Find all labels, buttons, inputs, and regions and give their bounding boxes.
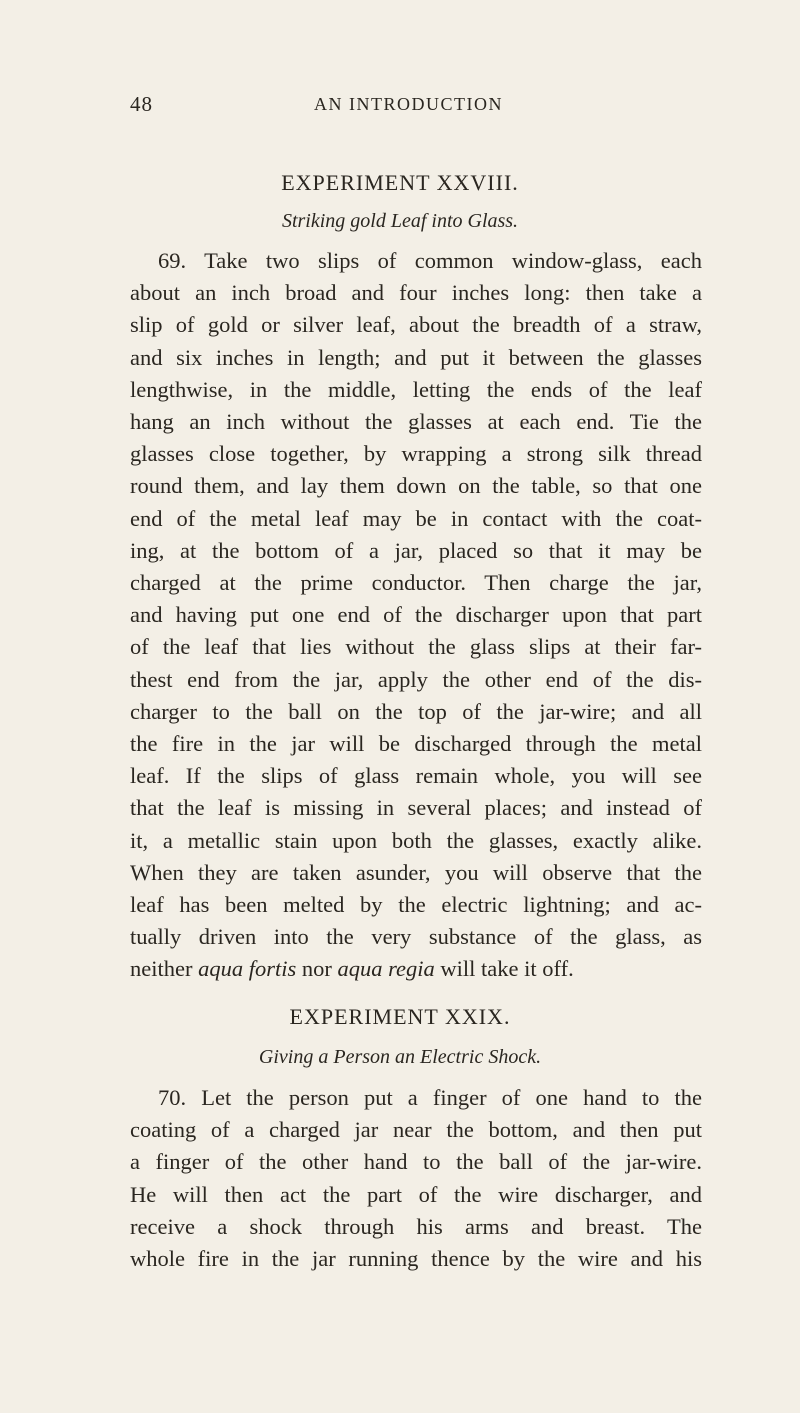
paragraph-line: charger to the ball on the top of the jar-wire; and all [130, 698, 702, 724]
paragraph-line: thest end from the jar, apply the other end of the dis- [130, 666, 702, 692]
experiment-29-paragraph [130, 1082, 702, 1275]
paragraph-line: glasses close together, by wrapping a strong silk thread [130, 441, 702, 467]
paragraph-line: 70. Let the person put a finger of one hand to the [158, 1085, 702, 1110]
paragraph-line: 69. Take two slips of common window-glass, each [158, 248, 702, 273]
paragraph-line: lengthwise, in the middle, letting the ends of the leaf [130, 376, 702, 402]
paragraph-line: receive a shock through his arms and breast. The [130, 1213, 702, 1239]
text-fragment: will take it off. [434, 956, 574, 982]
running-head: AN INTRODUCTION [314, 94, 503, 114]
experiment-28-title: EXPERIMENT XXVIII. [281, 170, 519, 195]
paragraph-line: hang an inch without the glasses at each end. Tie the [130, 409, 702, 435]
paragraph-line: round them, and lay them down on the table, so that one [130, 473, 702, 499]
experiment-28-subtitle: Striking gold Leaf into Glass. [281, 210, 519, 232]
paragraph-line: about an inch broad and four inches long: then take a [130, 280, 702, 306]
paragraph-line: coating of a charged jar near the bottom, and then put [130, 1117, 702, 1143]
italic-term: aqua regia [337, 956, 435, 982]
italic-term: aqua fortis [198, 956, 297, 982]
paragraph-line: slip of gold or silver leaf, about the breadth of a straw, [130, 312, 702, 338]
experiment-29-title: EXPERIMENT XXIX. [289, 1004, 511, 1029]
page-number: 48 [130, 92, 153, 116]
experiment-28-paragraph [130, 245, 702, 986]
paragraph-line: and having put one end of the discharger upon that part [130, 602, 702, 628]
paragraph-line: ing, at the bottom of a jar, placed so that it may be [130, 537, 702, 563]
paragraph-line: When they are taken asunder, you will observe that the [130, 859, 702, 885]
paragraph-line: of the leaf that lies without the glass slips at their far- [130, 634, 702, 660]
paragraph-line: end of the metal leaf may be in contact with the coat- [130, 505, 702, 531]
paragraph-line: whole fire in the jar running thence by the wire and his [130, 1246, 702, 1272]
paragraph-line: charged at the prime conductor. Then charge the jar, [130, 570, 702, 596]
text-fragment: neither [130, 956, 199, 982]
paragraph-line: it, a metallic stain upon both the glasses, exactly alike. [130, 827, 702, 853]
paragraph-last-line [130, 953, 702, 985]
paragraph-line: a finger of the other hand to the ball of the jar-wire. [130, 1149, 702, 1175]
paragraph-line: that the leaf is missing in several places; and instead of [130, 795, 702, 821]
paragraph-line: the fire in the jar will be discharged through the metal [130, 731, 702, 757]
experiment-29-subtitle: Giving a Person an Electric Shock. [258, 1046, 542, 1068]
page-header [0, 92, 800, 122]
paragraph-line: leaf. If the slips of glass remain whole, you will see [130, 763, 702, 789]
text-fragment: nor [296, 956, 338, 982]
paragraph-line: leaf has been melted by the electric lightning; and ac- [130, 892, 702, 918]
paragraph-line: tually driven into the very substance of the glass, as [130, 924, 702, 950]
paragraph-line: and six inches in length; and put it between the glasses [130, 344, 702, 370]
paragraph-line: He will then act the part of the wire discharger, and [130, 1181, 702, 1207]
